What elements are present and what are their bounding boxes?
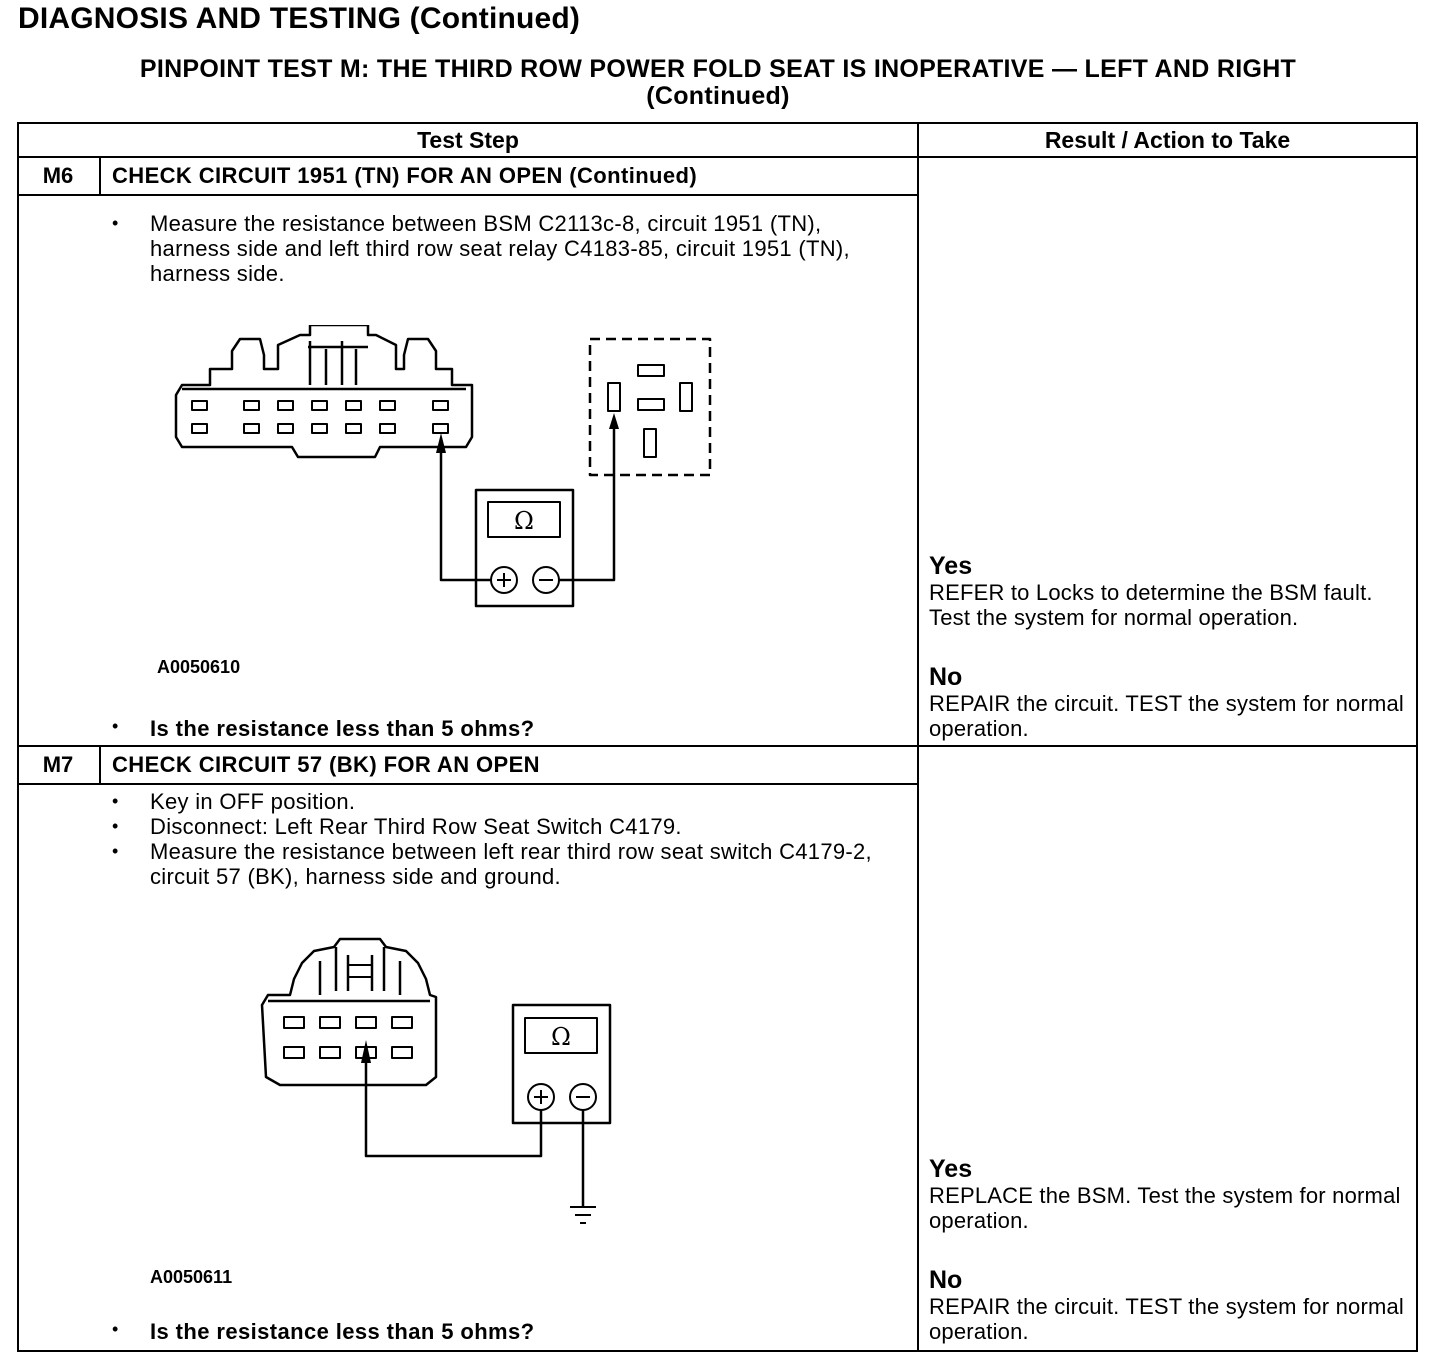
m6-wiring-diagram — [160, 325, 730, 620]
step-m6-question: • Is the resistance less than 5 ohms? — [112, 716, 534, 742]
m6-no-action: REPAIR the circuit. TEST the system for normal operation. — [929, 691, 1405, 741]
instruction-item: • Measure the resistance between BSM C2113c-8, circuit 1951 (TN), harness side and left third row seat relay C4183-85, circuit 1951 (TN), harness side. — [112, 211, 892, 286]
m7-no-label: No — [929, 1266, 963, 1294]
step-title-m7: CHECK CIRCUIT 57 (BK) FOR AN OPEN — [112, 752, 540, 777]
m7-yes-action: REPLACE the BSM. Test the system for normal operation. — [929, 1183, 1401, 1233]
negative-test-lead — [559, 425, 614, 580]
m6-no-label: No — [929, 663, 963, 691]
step-id-m6: M6 — [42, 163, 74, 188]
instruction-item: • Key in OFF position. — [112, 789, 892, 814]
subtitle-line-2: (Continued) — [646, 82, 790, 110]
ohm-symbol: Ω — [551, 1023, 571, 1051]
instruction-item: • Measure the resistance between left rear third row seat switch C4179-2, circuit 57 (BK), harness side and ground. — [112, 839, 892, 889]
m6-yes-label: Yes — [929, 552, 973, 580]
subtitle-line-1: PINPOINT TEST M: THE THIRD ROW POWER FOLD SEAT IS INOPERATIVE — LEFT AND RIGHT — [139, 55, 1297, 83]
positive-test-lead — [366, 1063, 541, 1156]
instruction-item: • Disconnect: Left Rear Third Row Seat Switch C4179. — [112, 814, 892, 839]
step-title-m6: CHECK CIRCUIT 1951 (TN) FOR AN OPEN (Continued) — [112, 163, 698, 188]
bsm-connector-housing — [176, 325, 472, 457]
ohm-symbol: Ω — [514, 507, 534, 535]
column-header-test-step: Test Step — [417, 127, 519, 153]
m6-yes-action: REFER to Locks to determine the BSM fault. Test the system for normal operation. — [929, 580, 1373, 630]
column-header-result: Result / Action to Take — [1044, 127, 1291, 153]
step-m7-instructions — [112, 789, 892, 889]
step-id-m7: M7 — [42, 752, 74, 777]
figure-id-m6: A0050610 — [157, 657, 241, 677]
m7-yes-label: Yes — [929, 1155, 973, 1183]
step-m7-question: • Is the resistance less than 5 ohms? — [112, 1319, 534, 1345]
m7-wiring-diagram — [250, 935, 630, 1235]
pinpoint-test-title — [18, 56, 1418, 110]
step-m6-instructions — [112, 211, 892, 286]
positive-test-lead — [441, 453, 491, 580]
m7-no-action: REPAIR the circuit. TEST the system for normal operation. — [929, 1294, 1405, 1344]
ground-icon — [570, 1207, 596, 1223]
figure-id-m7: A0050611 — [150, 1267, 233, 1287]
page-title: DIAGNOSIS AND TESTING (Continued) — [18, 2, 581, 35]
